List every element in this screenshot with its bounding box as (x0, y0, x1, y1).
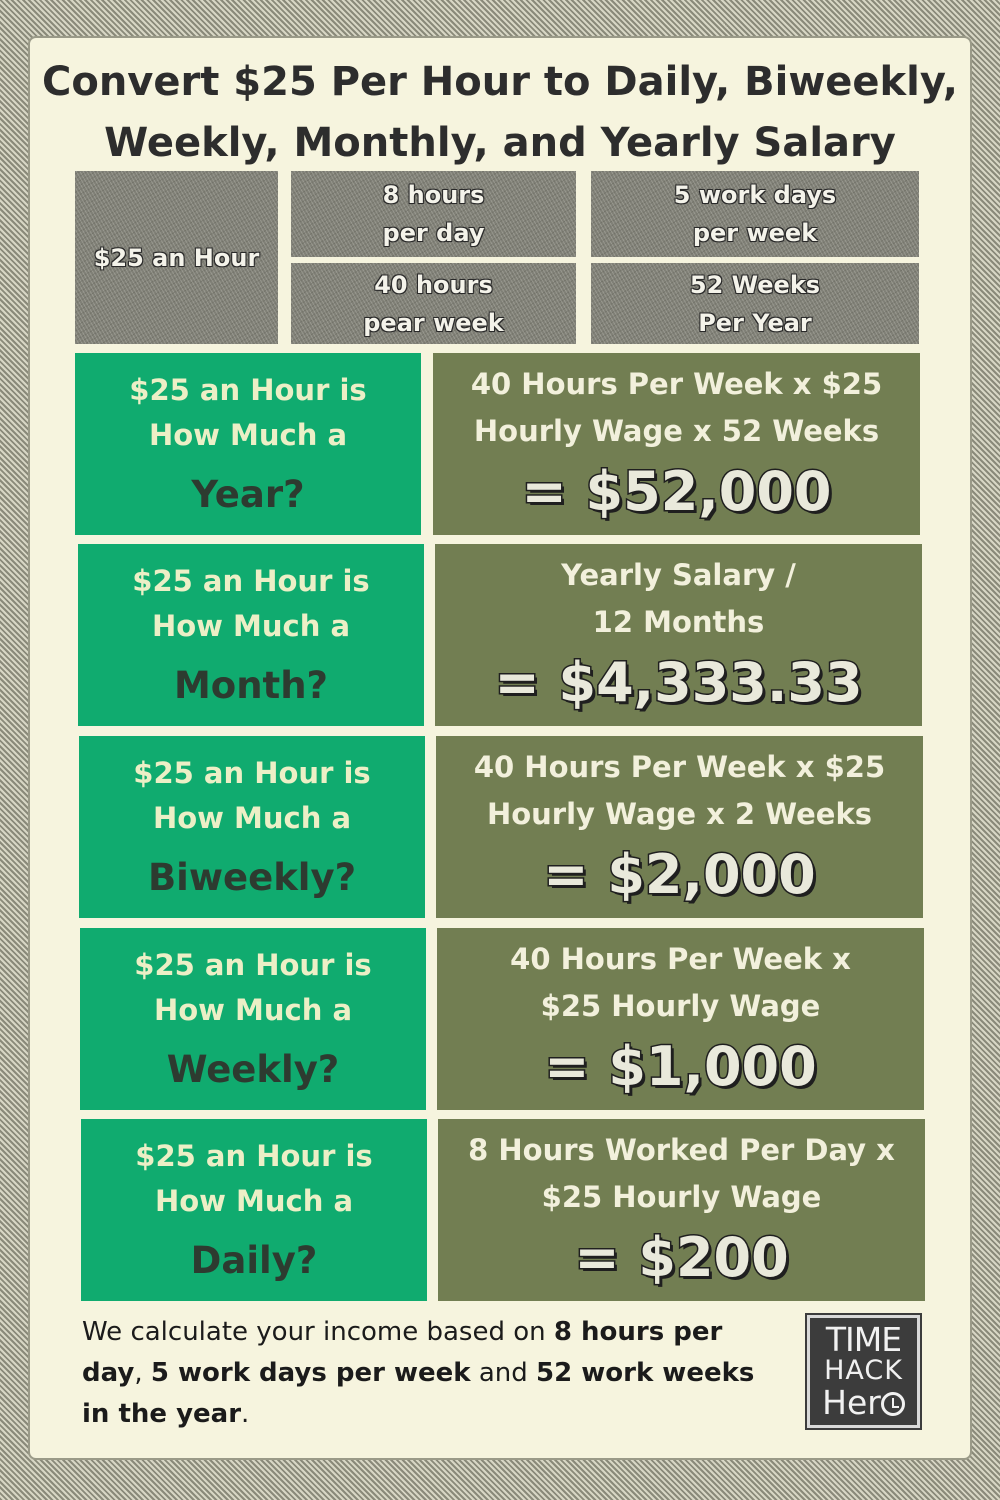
hours-per-day-line-2: per day (382, 219, 485, 247)
question-period: Month? (173, 664, 329, 707)
question-line-1: $25 an Hour is (134, 948, 372, 982)
rate-label: $25 an Hour (93, 243, 260, 272)
question-cell-month (78, 544, 424, 726)
formula-line-2: $25 Hourly Wage (540, 989, 821, 1023)
question-line-1: $25 an Hour is (129, 373, 367, 407)
logo-word-hack: HACK (824, 1355, 903, 1386)
footer-note (82, 1312, 782, 1435)
formula-cell-year (433, 353, 920, 535)
question-line-2: How Much a (152, 801, 352, 835)
formula-cell-weekly (437, 928, 924, 1110)
question-cell-daily (81, 1119, 427, 1301)
rate-cell (75, 171, 278, 344)
question-period: Year? (191, 473, 305, 516)
days-per-week-line-1: 5 work days (673, 181, 837, 209)
formula-line-1: Yearly Salary / (561, 558, 796, 592)
question-line-1: $25 an Hour is (135, 1139, 373, 1173)
question-line-1: $25 an Hour is (132, 564, 370, 598)
result-value: = $52,000 (521, 460, 832, 523)
formula-cell-biweekly (436, 736, 923, 918)
hours-per-day-line-1: 8 hours (382, 181, 485, 209)
question-cell-year (75, 353, 421, 535)
question-period: Daily? (190, 1239, 318, 1282)
weeks-per-year-line-1: 52 Weeks (689, 270, 821, 299)
question-line-1: $25 an Hour is (133, 756, 371, 790)
formula-line-1: 8 Hours Worked Per Day x (468, 1133, 895, 1167)
formula-line-2: $25 Hourly Wage (541, 1180, 822, 1214)
weeks-per-year-cell (591, 263, 919, 344)
time-hack-hero-logo (807, 1315, 920, 1428)
question-line-2: How Much a (148, 418, 348, 452)
logo-word-time: TIME (825, 1320, 902, 1359)
days-per-week-cell (591, 171, 919, 257)
formula-line-2: Hourly Wage x 2 Weeks (486, 797, 873, 831)
result-value: = $2,000 (543, 843, 816, 906)
question-line-2: How Much a (151, 609, 351, 643)
formula-line-1: 40 Hours Per Week x (510, 942, 851, 976)
hours-per-week-line-2: pear week (363, 308, 504, 337)
result-value: = $4,333.33 (494, 651, 863, 714)
formula-line-2: Hourly Wage x 52 Weeks (473, 414, 880, 448)
footer-text-2: , (134, 1358, 151, 1388)
question-cell-weekly (80, 928, 426, 1110)
question-period: Biweekly? (147, 856, 357, 899)
footer-bold-3: 52 work weeks in the year (82, 1358, 755, 1429)
title-line-1: Convert $25 Per Hour to Daily, Biweekly, (41, 59, 958, 105)
footer-text-4: . (241, 1399, 250, 1429)
result-value: = $200 (574, 1226, 789, 1289)
hours-per-week-line-1: 40 hours (374, 270, 493, 299)
footer-bold-1: 8 hours per day (82, 1317, 723, 1388)
footer-text-3: and (470, 1358, 537, 1388)
clock-icon (881, 1392, 905, 1416)
footer-bold-2: 5 work days per week (150, 1358, 471, 1388)
question-line-2: How Much a (154, 1184, 354, 1218)
formula-line-2: 12 Months (592, 605, 765, 639)
logo-word-hero (822, 1385, 905, 1420)
logo-word-her: Her (822, 1383, 881, 1422)
formula-line-1: 40 Hours Per Week x $25 (470, 367, 883, 401)
title-line-2: Weekly, Monthly, and Yearly Salary (104, 120, 896, 166)
footer-text-1: We calculate your income based on (82, 1317, 554, 1347)
formula-cell-daily (438, 1119, 925, 1301)
formula-line-1: 40 Hours Per Week x $25 (473, 750, 886, 784)
page-title (40, 52, 960, 174)
question-period: Weekly? (166, 1048, 340, 1091)
weeks-per-year-line-2: Per Year (698, 308, 812, 337)
hours-per-day-cell (291, 171, 576, 257)
question-line-2: How Much a (153, 993, 353, 1027)
question-cell-biweekly (79, 736, 425, 918)
formula-cell-month (435, 544, 922, 726)
days-per-week-line-2: per week (692, 219, 818, 247)
hours-per-week-cell (291, 263, 576, 344)
result-value: = $1,000 (544, 1035, 817, 1098)
